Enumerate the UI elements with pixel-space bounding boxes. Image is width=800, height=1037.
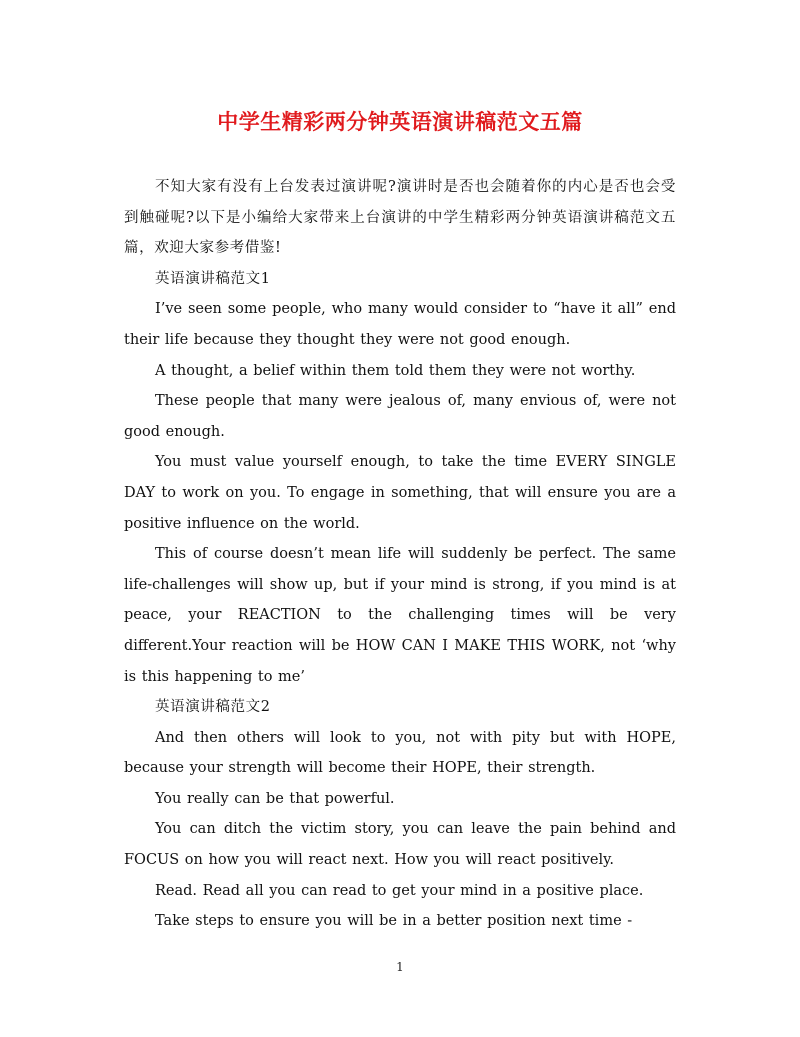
body-paragraph: I’ve seen some people, who many would consider to “have it all” end their life because they thought they were not good enough. — [124, 301, 676, 348]
body-paragraph: These people that many were jealous of, many envious of, were not good enough. — [124, 393, 676, 440]
body-paragraph: And then others will look to you, not with pity but with HOPE, because your strength will become their HOPE, their strength. — [124, 729, 676, 777]
body-paragraph: You can ditch the victim story, you can leave the pain behind and FOCUS on how you will react next. How you will react positively. — [124, 821, 676, 869]
page-number: 1 — [396, 960, 404, 974]
document-title: 中学生精彩两分钟英语演讲稿范文五篇 — [217, 109, 583, 134]
document-body — [124, 172, 676, 937]
body-paragraph: A thought, a belief within them told them they were not worthy. — [155, 362, 636, 379]
body-paragraph: Read. Read all you can read to get your mind in a positive place. — [155, 882, 644, 899]
body-paragraph: You really can be that powerful. — [155, 790, 395, 807]
body-paragraph: Take steps to ensure you will be in a better position next time - — [155, 913, 633, 930]
body-paragraph: You must value yourself enough, to take the time EVERY SINGLE DAY to work on you. To engage in something, that will ensure you are a positive influence on the world. — [124, 454, 676, 532]
section-heading-1: 英语演讲稿范文1 — [155, 270, 271, 287]
section-heading-2: 英语演讲稿范文2 — [155, 699, 271, 716]
intro-paragraph: 不知大家有没有上台发表过演讲呢?演讲时是否也会随着你的内心是否也会受到触碰呢?以下是小编给大家带来上台演讲的中学生精彩两分钟英语演讲稿范文五篇，欢迎大家参考借鉴! — [124, 179, 676, 257]
body-paragraph: This of course doesn’t mean life will suddenly be perfect. The same life-challenges will show up, but if your mind is strong, if you mind is at peace, your REACTION to the challenging times will be very different.Your reaction will be HOW CAN I MAKE THIS WORK, not ‘why is this happening to me’ — [124, 546, 676, 685]
